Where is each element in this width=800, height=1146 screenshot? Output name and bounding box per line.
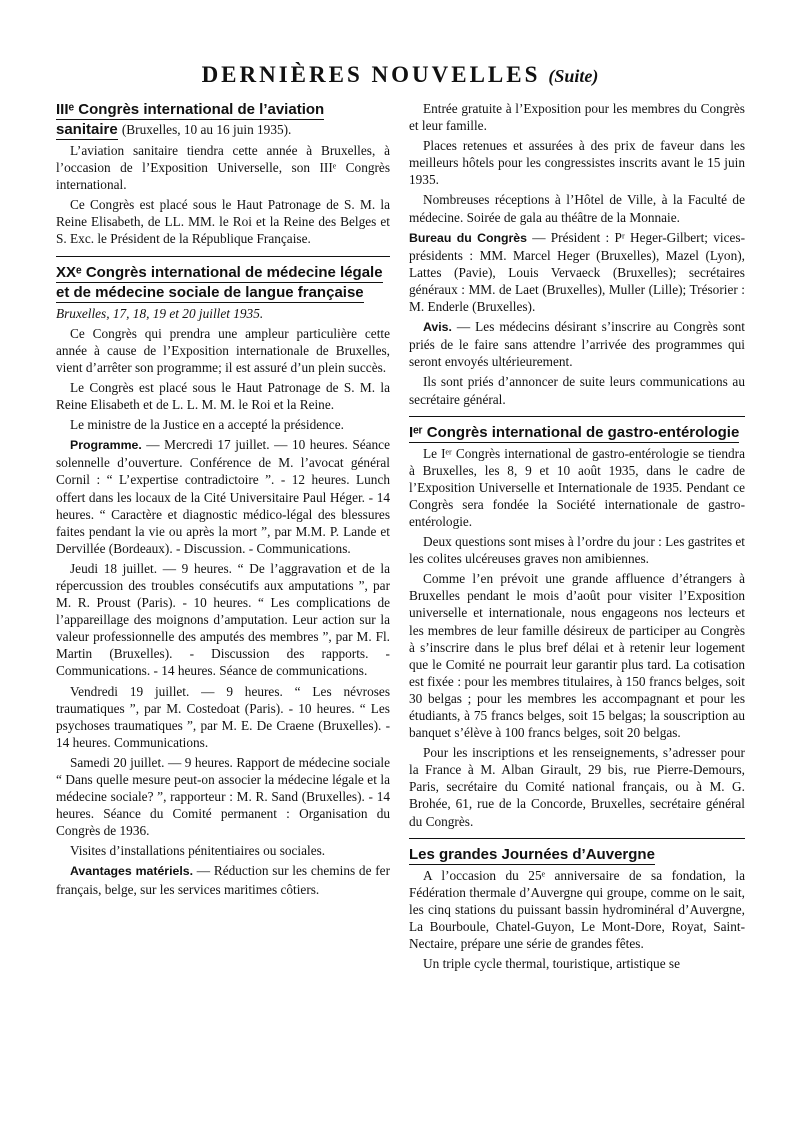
- medecine-heading: [56, 263, 390, 303]
- gastro-paragraph-2: Deux questions sont mises à l’ordre du jour : Les gastrites et les colites ulcéreuses graves non amibiennes.: [409, 534, 745, 567]
- gastro-paragraph-4: Pour les inscriptions et les renseignements, s’adresser pour la France à M. Alban Girault, 29 bis, rue Pierre-Demours, Paris, secrétaire du Comité national français, ou à M. G. Brohée, 61, rue de la Concorde, Bruxelles, secrétaire général du Congrès.: [409, 745, 745, 829]
- gastro-title: Iᵉʳ Congrès international de gastro-entérologie: [409, 423, 740, 441]
- programme-paragraph: [56, 436, 390, 557]
- right-column: [409, 100, 745, 975]
- programme-lead: Programme.: [70, 438, 142, 453]
- auvergne-heading: [409, 845, 745, 865]
- medecine-paragraph-3: Le ministre de la Justice en a accepté la présidence.: [70, 417, 344, 433]
- vendredi-paragraph: Vendredi 19 juillet. — 9 heures. “ Les névroses traumatiques ”, par M. Costedoat (Paris). - 10 heures. “ Les psychoses traumatiques ”, par M. E. De Craene (Bruxelles). - 14 heures. Communications.: [56, 683, 390, 750]
- avantages-text: — Réduction sur les chemins de fer français, belge, sur les services maritimes côtiers.: [56, 863, 390, 897]
- auvergne-title: Les grandes Journées d’Auvergne: [409, 845, 655, 863]
- header-suite: (Suite): [548, 66, 599, 86]
- medecine-paragraph-1: Ce Congrès qui prendra une ampleur particulière cette année à cause de l’Exposition internationale de Bruxelles, vient d’arrêter son programme; il est assuré d’un plein succès.: [56, 325, 390, 375]
- places-paragraph: Places retenues et assurées à des prix de faveur dans les meilleurs hôtels pour les congressistes inscrits avant le 15 juin 1935.: [409, 138, 745, 188]
- auvergne-paragraph-1: A l’occasion du 25ᵉ anniversaire de sa fondation, la Fédération thermale d’Auvergne qui groupe, comme on le sait, les cinq stations du puissant bassin hydrominéral d’Auvergne, La Bourboule, Chatel-Guyon, Le Mont-Dore, Royat, Saint-Nectaire, prépare une série de grandes fêtes.: [409, 867, 745, 952]
- aviation-paragraph-2: Ce Congrès est placé sous le Haut Patronage de S. M. la Reine Elisabeth, de LL. MM. le Roi et la Reine des Belges et S. Exc. le Président de la République Française.: [56, 197, 390, 247]
- auvergne-paragraph-2: Un triple cycle thermal, touristique, artistique se: [423, 956, 680, 972]
- avis-paragraph: [409, 318, 745, 370]
- aviation-heading: [56, 100, 390, 140]
- aviation-paragraph-1: L’aviation sanitaire tiendra cette année à Bruxelles, à l’occasion de l’Exposition Universelle, son IIIᵉ Congrès international.: [56, 143, 390, 193]
- section-divider: [409, 416, 745, 417]
- visites-paragraph: Visites d’installations pénitentiaires ou sociales.: [70, 843, 326, 859]
- entree-paragraph: Entrée gratuite à l’Exposition pour les membres du Congrès et leur famille.: [409, 101, 745, 134]
- section-divider: [56, 256, 390, 257]
- medecine-paragraph-2: Le Congrès est placé sous le Haut Patronage de S. M. la Reine Elisabeth et de L. L. M. M. le Roi et la Reine.: [56, 379, 390, 413]
- gastro-heading: [409, 423, 745, 443]
- gastro-paragraph-3: Comme l’en prévoit une grande affluence d’étrangers à Bruxelles pendant le mois d’août pour visiter l’Exposition universelle et internationale, nous engageons nos lecteurs et les membres de leur famille désireux de participer au Congrès à s’inscrire dans le plus bref délai et à retenir leur logement que le Comité ne pourrait leur garantir plus tard. La cotisation est fixée : pour les membres titulaires, à 150 francs belges, soit 30 belgas ; pour les membres les accompagnant et pour les étudiants, à 75 francs belges, soit 15 belgas; la souscription au banquet s’élève à 100 francs belges, soit 20 belgas.: [409, 571, 745, 741]
- avantages-lead: Avantages matériels.: [70, 864, 194, 879]
- bureau-text: — Président : Pʳ Heger-Gilbert; vices-présidents : MM. Marcel Heger (Bruxelles), Mazel (Lyon), Lattes (Pavie), Louis Vervaeck (Bruxelles); secrétaires généraux : MM. de Laet (Bruxelles), Muller (Lille); Trésorier : M. Enderle (Bruxelles).: [409, 229, 745, 315]
- avis-lead: Avis.: [423, 320, 452, 335]
- aviation-subtitle: (Bruxelles, 10 au 16 juin 1935).: [121, 122, 292, 137]
- medecine-dateline: Bruxelles, 17, 18, 19 et 20 juillet 1935.: [56, 305, 264, 321]
- avantages-paragraph: [56, 862, 390, 897]
- gastro-paragraph-1: Le Iᵉʳ Congrès international de gastro-entérologie se tiendra à Bruxelles, les 8, 9 et 10 août 1935, dans le cadre de l’Exposition Universelle et Internationale de 1935. Pendant ce Congrès sera fondée la Société internationale de gastro-entérologie.: [409, 445, 745, 529]
- programme-text: — Mercredi 17 juillet. — 10 heures. Séance solennelle d’ouverture. Conférence de M. l’avocat général Cornil : “ L’expertise contradictoire ”. - 12 heures. Lunch offert dans les locaux de la Cité Universitaire Paul Héger. - 14 heures. “ Caractère et diagnostic médico-légal des blessures faites pendant la vie ou après la mort ”, par M.M. P. Lande et Dervillée (Bordeaux). - Discussion. - Communications.: [56, 437, 390, 556]
- left-column: [56, 100, 390, 901]
- jeudi-paragraph: Jeudi 18 juillet. — 9 heures. “ De l’aggravation et de la répercussion des troubles consécutifs aux amputations ”, par M. R. Proust (Paris). - 10 heures. “ Les complications de l’appareillage des moignons d’amputation. Leur action sur la valeur professionnelle des amputés des membres ”, par M. Fl. Martin (Bruxelles). - Discussion des rapports. - Communications. - 14 heures. Séance de communications.: [56, 560, 390, 679]
- aviation-title: IIIᵉ Congrès international de l’aviation sanitaire: [56, 101, 325, 138]
- bureau-paragraph: [409, 229, 745, 315]
- header-title: DERNIÈRES NOUVELLES: [201, 62, 541, 87]
- avis-text: — Les médecins désirant s’inscrire au Congrès sont priés de le faire sans attendre l’arrivée des programmes qui seront envoyés ultérieurement.: [409, 319, 745, 370]
- avis-paragraph-2: Ils sont priés d’annoncer de suite leurs communications au secrétaire général.: [409, 374, 745, 407]
- medecine-title: XXᵉ Congrès international de médecine légale et de médecine sociale de langue française: [56, 263, 383, 301]
- section-divider: [409, 838, 745, 839]
- receptions-paragraph: Nombreuses réceptions à l’Hôtel de Ville, à la Faculté de médecine. Soirée de gala au théâtre de la Monnaie.: [409, 192, 745, 225]
- page-header: [0, 62, 800, 88]
- samedi-paragraph: Samedi 20 juillet. — 9 heures. Rapport de médecine sociale “ Dans quelle mesure peut-on associer la médecine légale et la médecine sociale? ”, rapporteur : M. R. Sand (Bruxelles). - 14 heures. Séance du Comité permanent : Organisation du Congrès de 1936.: [56, 754, 390, 839]
- bureau-lead: Bureau du Congrès: [409, 230, 527, 245]
